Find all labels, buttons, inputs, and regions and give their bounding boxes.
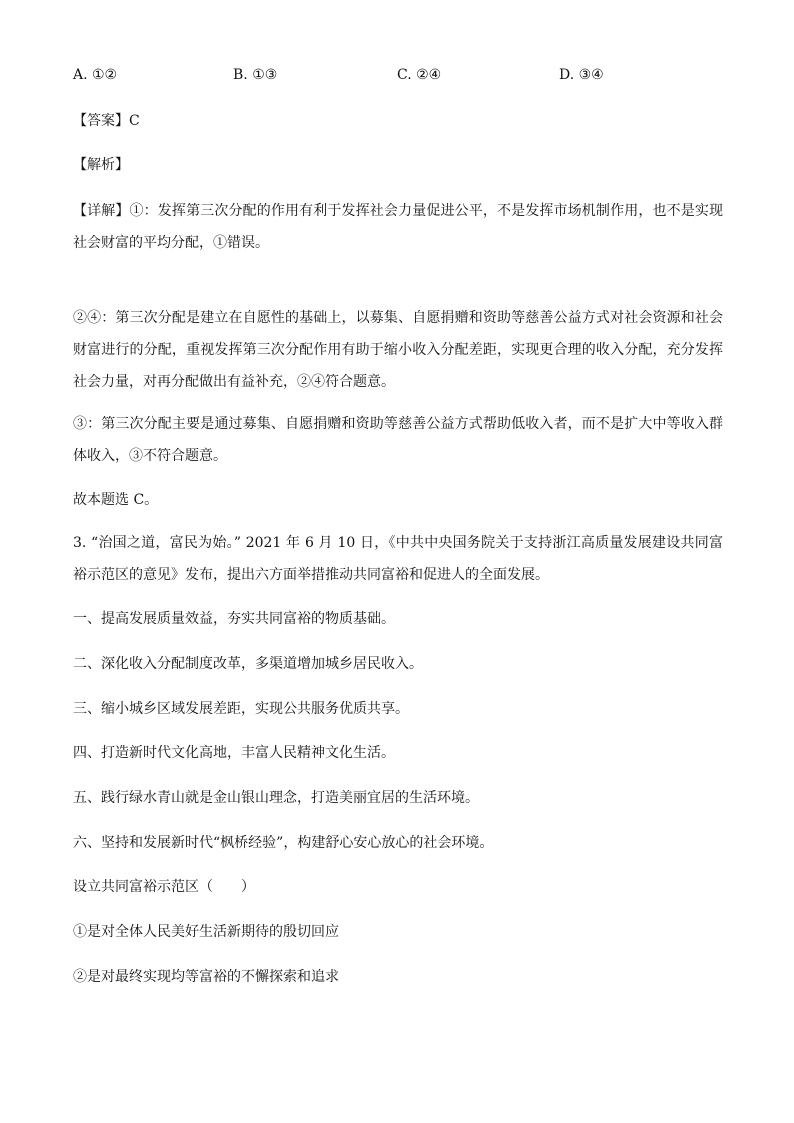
option-c: C. ②④ [397,67,442,83]
option-a: A. ①② [73,67,118,83]
question-3-text: 3. “治国之道，富民为始。” 2021 年 6 月 10 日，《中共中央国务院关于支持浙江高质量发展建设共同富裕示范区的意见》发布，提出六方面举措推动共同富裕和促进人的全面发展。 [73,535,723,583]
option-b: B. ①③ [233,67,278,83]
detail-paragraph-2: ②④：第三次分配是建立在自愿性的基础上，以募集、自愿捐赠和资助等慈善公益方式对社会资源和社会财富进行的分配，重视发挥第三次分配作用有助于缩小收入分配差距，实现更合理的收入分配，充分发挥社会力量，对再分配做出有益补充，②④符合题意。 [73,310,723,390]
detail-paragraph-3: ③：第三次分配主要是通过募集、自愿捐赠和资助等慈善公益方式帮助低收入者，而不是扩大中等收入群体收入，③不符合题意。 [73,416,723,464]
statement-item: ①是对全体人民美好生活新期待的殷切回应 [73,924,339,940]
conclusion-line: 故本题选 C。 [73,492,159,508]
option-d: D. ③④ [559,67,604,83]
answer-line: 【答案】C [73,113,140,129]
statement-item: ②是对最终实现均等富裕的不懈探索和追求 [73,969,339,985]
detail-paragraph-1: 【详解】①：发挥第三次分配的作用有利于发挥社会力量促进公平，不是发挥市场机制作用，也不是实现社会财富的平均分配，①错误。 [73,203,723,251]
measure-item: 三、缩小城乡区域发展差距，实现公共服务优质共享。 [73,701,409,717]
question-stem: 设立共同富裕示范区（ ） [73,879,255,895]
measure-item: 六、坚持和发展新时代“枫桥经验”，构建舒心安心放心的社会环境。 [73,835,494,851]
answer-options [73,65,723,87]
measure-item: 五、践行绿水青山就是金山银山理念，打造美丽宜居的生活环境。 [73,790,479,806]
analysis-heading: 【解析】 [73,157,129,173]
measure-item: 四、打造新时代文化高地，丰富人民精神文化生活。 [73,745,395,761]
measure-item: 二、深化收入分配制度改革，多渠道增加城乡居民收入。 [73,656,423,672]
measure-item: 一、提高发展质量效益，夯实共同富裕的物质基础。 [73,611,395,627]
